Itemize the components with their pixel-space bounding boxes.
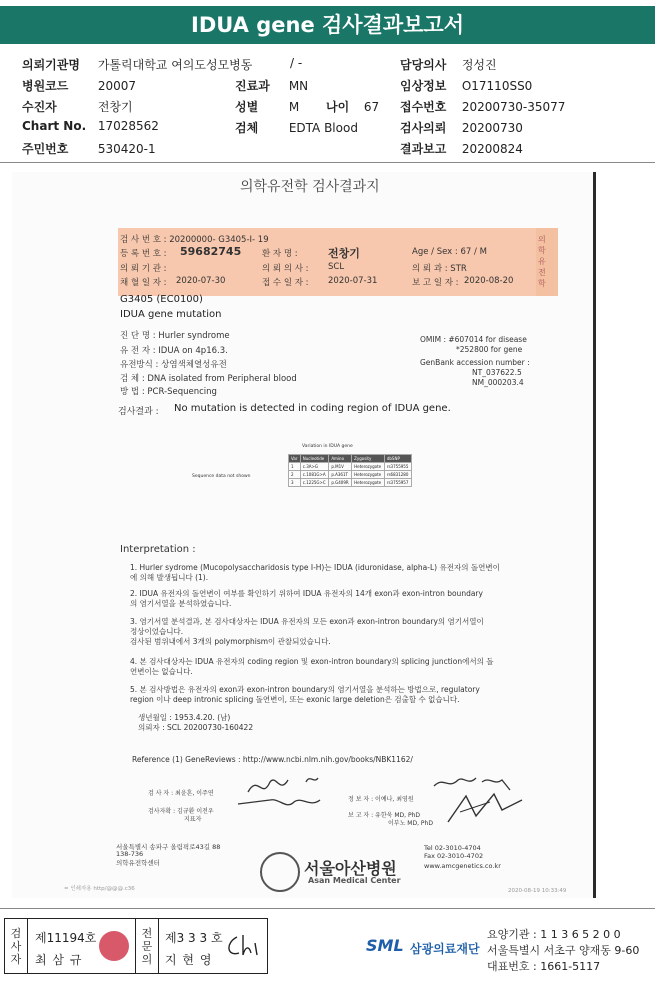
table-cell: c.1081G>A <box>300 471 329 479</box>
gene-location: 유 전 자 : IDUA on 4p16.3. <box>120 346 228 356</box>
requester: 의뢰자 : SCL 20200730-160422 <box>138 723 254 732</box>
table-cell: p.G409R <box>329 479 352 487</box>
address-line-2: 138-736 <box>116 850 144 858</box>
receive-date-label: 접 수 일 자 : <box>262 278 309 288</box>
footer-divider <box>0 908 655 909</box>
sml-logo-text: SML <box>366 936 404 955</box>
method: 방 법 : PCR-Sequencing <box>120 387 217 397</box>
age-field <box>326 98 379 115</box>
chart-no-value: 17028562 <box>97 119 159 133</box>
institution-label: 의뢰기관명 <box>22 58 80 72</box>
sml-logo <box>366 928 406 964</box>
patient-value: 전창기 <box>97 100 133 114</box>
table-cell: rs3755955 <box>384 463 411 471</box>
signer-1-vertical-label: 검사자 <box>10 927 22 966</box>
table-cell: rs6831280 <box>384 471 411 479</box>
clinical-info-value: O17110SS0 <box>461 79 533 93</box>
hospital-code-label: 병원코드 <box>22 79 69 93</box>
signer-2-label-cell <box>135 919 159 973</box>
resident-no-label: 주민번호 <box>22 142 69 156</box>
examiner: 검 사 자 : 최윤혼, 이주연 <box>148 790 214 797</box>
draw-date-label: 채 혈 일 자 : <box>120 278 167 288</box>
interpretation-line: 연변이는 없습니다. <box>130 667 193 676</box>
omim-disease: OMIM : #607014 for disease <box>420 335 527 344</box>
signer-box <box>4 918 268 974</box>
department-label: 진료과 <box>235 79 270 93</box>
seal-icon <box>99 931 129 961</box>
specimen-label: 검체 <box>235 121 259 135</box>
request-date-value: 20200730 <box>461 121 523 135</box>
test-name: IDUA gene mutation <box>120 309 222 320</box>
report-date-value: 2020-08-20 <box>464 276 514 286</box>
header-row-1 <box>22 56 252 73</box>
interpretation-line: 3. 염기서열 분석결과, 본 검사대상자는 IDUA 유전자의 모든 exon과 exon-intron boundary의 염기서열이 <box>130 617 484 626</box>
sex-value: M <box>288 100 300 114</box>
genbank-label: GenBank accession number : <box>420 358 530 367</box>
header-divider <box>0 162 655 163</box>
signer-2-signature <box>223 931 263 961</box>
reviewer: 정 보 자 : 이예나, 최영원 <box>348 796 414 803</box>
test-code: G3405 (EC0100) <box>120 294 203 305</box>
request-date-label: 검사의뢰 <box>400 121 447 135</box>
table-row <box>289 471 412 479</box>
signature-right <box>430 772 540 832</box>
table-cell: rs3755957 <box>384 479 411 487</box>
table-cell: Heterozygote <box>352 463 385 471</box>
table-cell: 1 <box>289 463 301 471</box>
doctor-label: 담당의사 <box>400 58 447 72</box>
reporter-2: 이부노 MD, PhD <box>388 820 433 827</box>
hospital-name-kr: 서울아산병원 <box>304 859 397 878</box>
clinical-info-label: 임상정보 <box>400 79 447 93</box>
table-row <box>289 479 412 487</box>
result-date-label: 결과보고 <box>400 142 447 156</box>
omim-gene: *252800 for gene <box>456 345 523 354</box>
company-phone: 대표번호 : 1661-5117 <box>487 960 601 973</box>
hospital-name-en: Asan Medical Center <box>308 876 401 885</box>
report-date-label: 보 고 일 자 : <box>412 278 459 288</box>
table-cell: p.A361T <box>329 471 352 479</box>
department-value: MN <box>288 79 309 93</box>
care-code: 요양기관 : 1 1 3 6 5 2 0 0 <box>487 928 621 941</box>
print-timestamp: 2020-08-19 10:33:49 <box>508 888 567 894</box>
table-cell: Zygosity <box>352 455 385 463</box>
doctor-value: 정성진 <box>461 58 497 72</box>
draw-date-value: 2020-07-30 <box>176 276 226 286</box>
patient-name-label: 환 자 명 : <box>262 249 298 259</box>
nm-accession: NM_000203.4 <box>472 378 524 387</box>
scanned-report <box>12 172 596 898</box>
company-address: 서울특별시 서초구 양재동 9-60 <box>487 944 640 957</box>
receipt-no-label: 접수번호 <box>400 100 447 114</box>
signer-1-license: 제11194호 <box>35 931 97 945</box>
department-field <box>235 77 308 94</box>
sex-field <box>235 98 299 115</box>
birth-date: 생년월일 : 1953.4.20. (남) <box>138 713 231 722</box>
exam-number: 검 사 번 호 : 20200000- G3405-I- 19 <box>120 235 269 245</box>
interpretation-line: 5. 본 검사방법은 유전자의 exon과 exon-intron boundary의 염기서열을 분석하는 방법으로, regulatory <box>130 685 480 694</box>
reporter: 보 고 자 : 유한욱 MD, PhD <box>348 812 420 819</box>
doctor-field <box>400 56 497 73</box>
interpretation-line: 검사된 범위내에서 3개의 polymorphism이 관찰되었습니다. <box>130 637 331 646</box>
interpretation-title: Interpretation : <box>120 544 196 555</box>
interpretation-line: 의 염기서열을 분석하였습니다. <box>130 599 232 608</box>
institution-value: 가톨릭대학교 여의도성모병동 <box>97 58 253 72</box>
doctor-short-value: SCL <box>328 262 345 272</box>
company-name: 삼광의료재단 <box>410 942 480 956</box>
variation-title: Variation in IDUA gene <box>302 444 353 449</box>
diagnosis: 진 단 명 : Hurler syndrome <box>120 331 230 341</box>
website: www.amcgenetics.co.kr <box>424 862 501 870</box>
hospital-code-field <box>22 77 136 94</box>
request-date-field <box>400 119 523 136</box>
address-line-1: 서울특별시 송파구 올림픽로43길 88 <box>116 843 221 851</box>
age-sex: Age / Sex : 67 / M <box>412 247 487 257</box>
age-value: 67 <box>363 100 380 114</box>
receipt-no-field <box>400 98 565 115</box>
variation-table <box>288 454 412 487</box>
chart-no-label: Chart No. <box>22 119 87 133</box>
signer-2-license: 제3 3 3 호 <box>165 931 223 945</box>
interpretation-line: 정상이었습니다. <box>130 627 184 636</box>
table-cell: Heterozygote <box>352 471 385 479</box>
signer-2-name: 지 현 영 <box>165 953 213 967</box>
examiner-confirm-title: 지표자 <box>184 816 202 823</box>
result-label: 검사결과 : <box>118 407 159 417</box>
receipt-no-value: 20200730-35077 <box>461 100 566 114</box>
resident-no-value: 530420-1 <box>97 142 156 156</box>
receive-date-value: 2020-07-31 <box>328 276 378 286</box>
signer-2-vertical-label: 전문의 <box>141 927 153 966</box>
reference: Reference (1) GeneReviews : http://www.ncbi.nlm.nih.gov/books/NBK1162/ <box>132 755 413 764</box>
result-date-value: 20200824 <box>461 142 523 156</box>
table-cell: 2 <box>289 471 301 479</box>
interpretation-line: 에 의해 발생됩니다 (1). <box>130 573 209 582</box>
report-heading: 의학유전학 검사결과지 <box>240 179 380 195</box>
signer-1-name: 최 삼 규 <box>35 953 83 967</box>
chart-no-field <box>22 119 159 133</box>
side-vertical-label: 의학유전학 <box>538 235 546 288</box>
table-row <box>289 463 412 471</box>
print-note: = 인쇄자용 http/@@@.c36 <box>64 886 135 892</box>
hospital-code-value: 20007 <box>97 79 137 93</box>
nt-accession: NT_037622.5 <box>472 368 522 377</box>
address-line-3: 의학유전학센터 <box>116 859 160 867</box>
reg-number-value: 59682745 <box>180 245 242 258</box>
sex-label: 성별 <box>235 100 259 114</box>
interpretation-line: region 이나 deep intronic splicing 돌연변이, 또는 exonic large deletion은 검출할 수 없습니다. <box>130 695 460 704</box>
signature-left <box>236 770 346 820</box>
specimen-value: EDTA Blood <box>288 121 358 135</box>
sequence-note: Sequence data not shown <box>192 474 251 479</box>
institution-short: 의 뢰 기 관 : <box>120 264 167 274</box>
patient-field <box>22 98 133 115</box>
result-text: No mutation is detected in coding region of IDUA gene. <box>174 403 451 414</box>
reg-number-label: 등 록 번 호 : <box>120 249 167 259</box>
clinical-info-field <box>400 77 532 94</box>
age-label: 나이 <box>326 100 350 114</box>
examiner-confirm: 검사자확 : 김규환 이전우 <box>148 808 214 815</box>
table-cell: Amino <box>329 455 352 463</box>
table-cell: c.3A>G <box>300 463 329 471</box>
table-cell: 3 <box>289 479 301 487</box>
tel: Tel 02-3010-4704 <box>424 844 481 852</box>
specimen-field <box>235 119 358 136</box>
patient-label: 수진자 <box>22 100 57 114</box>
table-cell: Var <box>289 455 301 463</box>
resident-no-field <box>22 140 156 157</box>
table-cell: Nucleotide <box>300 455 329 463</box>
report-title: IDUA gene 검사결과보고서 <box>0 6 655 44</box>
hospital-emblem-icon <box>260 852 300 892</box>
table-cell: Heterozygote <box>352 479 385 487</box>
interpretation-line: 2. IDUA 유전자의 돌연변이 여부를 확인하기 위하여 IDUA 유전자의 14개 exon과 exon-intron boundary <box>130 589 483 598</box>
fax: Fax 02-3010-4702 <box>424 852 484 860</box>
department-short: 의 뢰 과 : STR <box>412 264 467 274</box>
signer-1-label-cell <box>5 919 28 973</box>
patient-name-value: 전창기 <box>328 247 360 260</box>
table-cell: c.1225G>C <box>300 479 329 487</box>
result-date-field <box>400 140 523 157</box>
institution-extra: / - <box>290 56 303 70</box>
interpretation-line: 4. 본 검사대상자는 IDUA 유전자의 coding region 및 exon-intron boundary의 splicing junction에서의 돌 <box>130 657 494 666</box>
specimen-detail: 검 체 : DNA isolated from Peripheral blood <box>120 374 297 384</box>
doctor-short-label: 의 뢰 의 사 : <box>262 264 309 274</box>
interpretation-line: 1. Hurler sydrome (Mucopolysaccharidosis type I-H)는 IDUA (iduronidase, alpha-L) 유전자의 돌연변이 <box>130 563 500 572</box>
table-cell: dbSNP <box>384 455 411 463</box>
table-cell: p.M1V <box>329 463 352 471</box>
inheritance: 유전방식 : 상염색체열성유전 <box>120 360 227 370</box>
